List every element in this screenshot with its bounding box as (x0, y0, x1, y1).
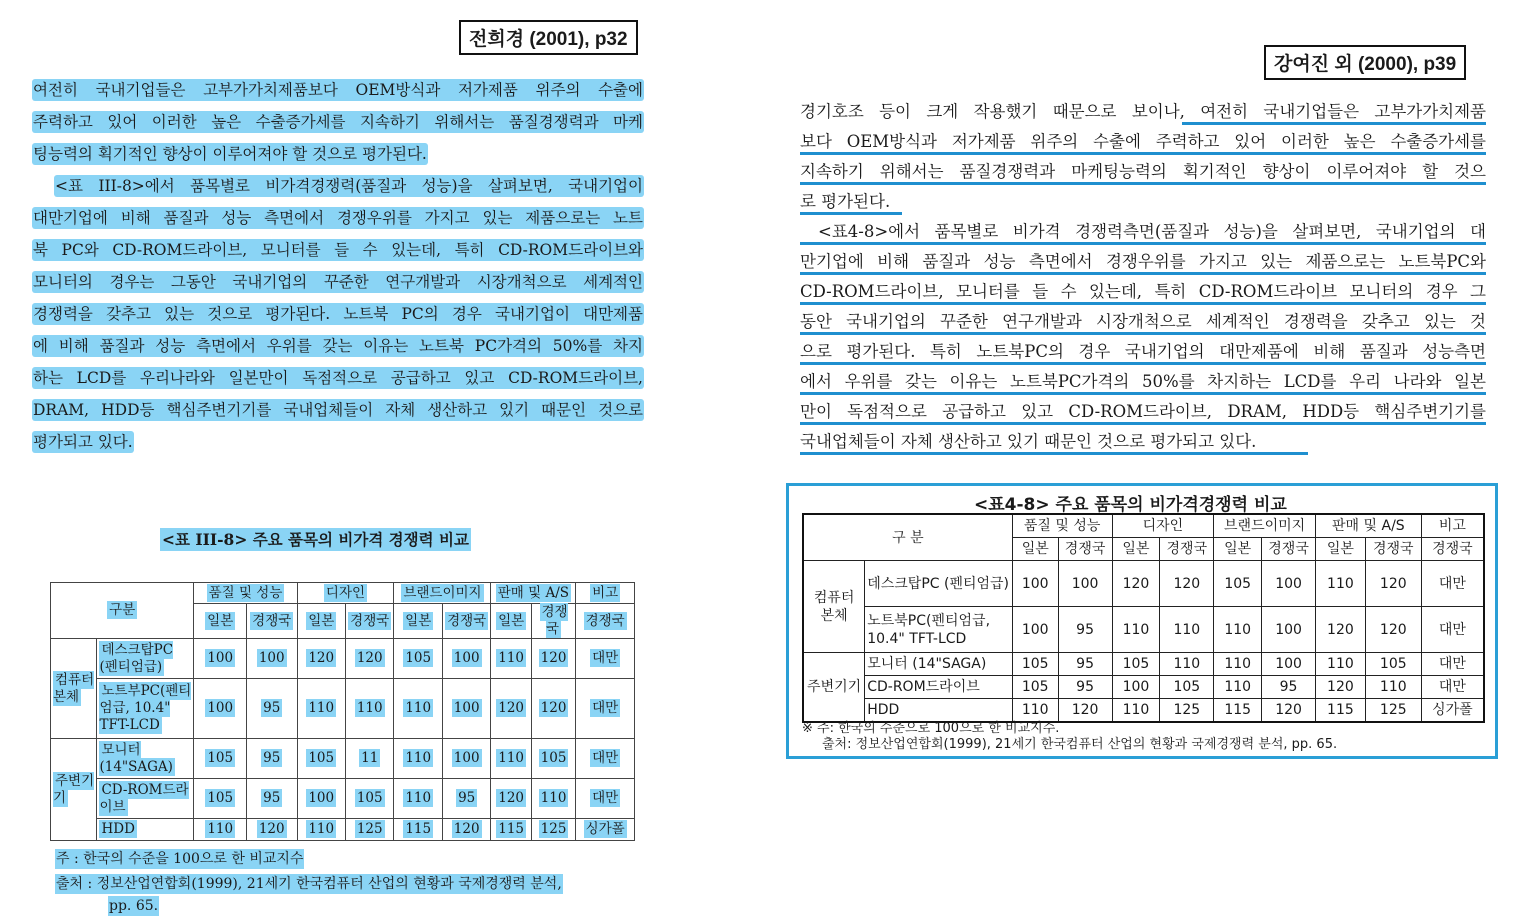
right-line: 경기호조 등이 크게 작용했기 때문으로 보이나, 여전히 국내기업들은 고부가가치제품 (800, 98, 1486, 128)
right-line: 만기업에 비해 품질과 성능 측면에서 경쟁우위를 가지고 있는 제품으로는 노트북PC와 (800, 248, 1486, 278)
underline (800, 302, 1486, 305)
item-cell: 모니터 (14"SAGA) (865, 653, 1013, 676)
header-sub: 경쟁국 (1160, 538, 1214, 561)
right-line: 동안 국내기업의 꾸준한 연구개발과 시장개척으로 세계적인 경쟁력을 갖추고 있는 것 (800, 308, 1486, 338)
header-sub: 일본 (1012, 538, 1058, 561)
item-cell: CD-ROM드라이브 (865, 676, 1013, 699)
right-paragraph (800, 98, 1486, 458)
right-line: 에서 우위를 갖는 이유는 노트북PC가격의 50%를 차지하는 LCD를 우리 나라와 일본 (800, 368, 1486, 398)
header-sub: 경쟁국 (576, 604, 635, 639)
left-line: 주력하고 있어 이러한 높은 수출증가세를 지속하기 위해서는 품질경쟁력과 마케 (33, 113, 643, 131)
left-table-title: <표 III-8> 주요 품목의 비가격 경쟁력 비교 (162, 530, 469, 549)
header-group: 브랜드이미지 (1214, 514, 1316, 538)
item-cell: HDD (865, 699, 1013, 723)
right-comparison-table (802, 513, 1485, 723)
header-group: 판매 및 A/S (1315, 514, 1421, 538)
header-group: 브랜드이미지 (394, 583, 491, 604)
header-group: 품질 및 성능 (194, 583, 297, 604)
item-cell: 데스크탑PC (펜티엄급) (865, 561, 1013, 607)
right-table-source: 출처: 정보산업연합회(1999), 21세기 한국컴퓨터 산업의 현황과 국제경쟁력 분석, pp. 65. (822, 737, 1338, 752)
left-table-note: 주 : 한국의 수준을 100으로 한 비교지수 (56, 851, 304, 867)
right-line: 국내업체들이 자체 생산하고 있기 때문인 것으로 평가되고 있다. (800, 428, 1486, 458)
header-sub: 일본 (297, 604, 345, 639)
left-comparison-table (50, 582, 635, 841)
left-line: 북 PC와 CD-ROM드라이브, 모니터를 들 수 있는데, 특히 CD-ROM드라이브와 (33, 241, 643, 259)
left-line: 대만기업에 비해 품질과 성능 측면에서 경쟁우위를 가지고 있는 제품으로는 노트 (33, 209, 643, 227)
table-row: 노트부PC(펜티엄급, 10.4" TFT-LCD 100 95 110 110 110 100 120 120 대만 (51, 679, 635, 739)
header-group: 판매 및 A/S (491, 583, 576, 604)
table-row: 주변기기 모니터 (14"SAGA) 105 95 105 110 110 100 110 105 대만 (803, 653, 1484, 676)
header-sub: 경쟁국 (246, 604, 297, 639)
right-table-note: ※ 주: 한국의 수준으로 100으로 한 비교지수. (802, 721, 1060, 736)
table-row: 컴퓨터 본체 데스크탑PC (펜티엄급) 100 100 120 120 105 100 110 120 대만 (803, 561, 1484, 607)
underline (800, 332, 1486, 335)
right-line: 만이 독점적으로 공급하고 있고 CD-ROM드라이브, DRAM, HDD등 핵심주변기기를 (800, 398, 1486, 428)
header-sub: 일본 (491, 604, 531, 639)
category-cell: 주변기기 (51, 739, 97, 841)
header-gubun: 구분 (51, 583, 194, 639)
right-line: CD-ROM드라이브, 모니터를 들 수 있는데, 특히 CD-ROM드라이브 모니터의 경우 그 (800, 278, 1486, 308)
item-cell: 모니터(14"SAGA) (97, 739, 194, 779)
right-line: <표4-8>에서 품목별로 비가격 경쟁력측면(품질과 성능)을 살펴보면, 국내기업의 대 (800, 218, 1486, 248)
header-sub: 일본 (194, 604, 247, 639)
underline (800, 212, 902, 215)
category-cell: 컴퓨터 본체 (803, 561, 865, 653)
underline (800, 362, 1486, 365)
header-sub: 경쟁국 (1365, 538, 1421, 561)
header-sub: 일본 (1214, 538, 1262, 561)
right-line: 으로 평가된다. 특히 노트북PC의 경우 국내기업의 대만제품에 비해 품질과 성능측면 (800, 338, 1486, 368)
header-group: 품질 및 성능 (1012, 514, 1112, 538)
item-cell: 노트북PC(펜티엄급, 10.4" TFT-LCD (865, 607, 1013, 653)
underline (800, 452, 1308, 455)
left-line: 하는 LCD를 우리나라와 일본만이 독점적으로 공급하고 있고 CD-ROM드라이브, (33, 369, 643, 387)
header-sub: 일본 (1112, 538, 1160, 561)
left-table-source: 출처 : 정보산업연합회(1999), 21세기 한국컴퓨터 산업의 현황과 국제경쟁력 분석, (56, 876, 562, 892)
left-line: 모니터의 경우는 그동안 국내기업의 꾸준한 연구개발과 시장개척으로 세계적인 (33, 273, 643, 291)
header-group: 비고 (576, 583, 635, 604)
table-row: HDD 110 120 110 125 115 120 115 125 싱가폴 (51, 819, 635, 841)
header-sub: 경쟁국 (442, 604, 490, 639)
category-cell: 주변기기 (803, 653, 865, 723)
table-row: CD-ROM드라이브 105 95 100 105 110 95 120 110 대만 (51, 779, 635, 819)
right-source-label: 강여진 외 (2000), p39 (1264, 45, 1466, 80)
header-sub: 일본 (394, 604, 442, 639)
header-gubun: 구 분 (803, 514, 1012, 561)
left-line: 평가되고 있다. (33, 433, 133, 451)
right-table-title: <표4-8> 주요 품목의 비가격경쟁력 비교 (974, 495, 1287, 515)
header-sub: 경쟁국 (1262, 538, 1316, 561)
left-line: 팅능력의 획기적인 향상이 이루어져야 할 것으로 평가된다. (33, 145, 427, 163)
header-group: 디자인 (297, 583, 394, 604)
underline (800, 422, 1486, 425)
item-cell: 노트부PC(펜티엄급, 10.4" TFT-LCD (97, 679, 194, 739)
header-group: 비고 (1421, 514, 1484, 538)
right-line: 보다 OEM방식과 저가제품 위주의 수출에 주력하고 있어 이러한 높은 수출증가세를 (800, 128, 1486, 158)
table-row: HDD 110 120 110 125 115 120 115 125 싱가폴 (803, 699, 1484, 723)
right-line: 지속하기 위해서는 품질경쟁력과 마케팅능력의 획기적인 향상이 이루어져야 할 것으 (800, 158, 1486, 188)
underline (800, 182, 1486, 185)
left-line: 여전히 국내기업들은 고부가가치제품보다 OEM방식과 저가제품 위주의 수출에 (33, 81, 643, 99)
left-table-source-pages: pp. 65. (109, 898, 159, 914)
header-sub: 일본 (1315, 538, 1365, 561)
left-line: 에 비해 품질과 성능 측면에서 우위를 갖는 이유는 노트북 PC가격의 50%를 차지 (33, 337, 643, 355)
header-sub: 경쟁국 (345, 604, 393, 639)
underline (800, 152, 1486, 155)
table-row: 노트북PC(펜티엄급, 10.4" TFT-LCD 100 95 110 110 110 100 120 120 대만 (803, 607, 1484, 653)
table-row: 컴퓨터 본체 데스크탑PC (펜티엄급) 100 100 120 120 105 100 110 120 대만 (51, 639, 635, 679)
header-sub: 경쟁국 (1058, 538, 1112, 561)
underline (800, 392, 1486, 395)
underline (800, 242, 1486, 245)
category-cell: 컴퓨터 본체 (51, 639, 97, 739)
header-sub: 경쟁국 (1421, 538, 1484, 561)
item-cell: HDD (97, 819, 194, 841)
table-row: 주변기기 모니터(14"SAGA) 105 95 105 11 110 100 110 105 대만 (51, 739, 635, 779)
item-cell: 데스크탑PC (펜티엄급) (97, 639, 194, 679)
item-cell: CD-ROM드라이브 (97, 779, 194, 819)
table-row: CD-ROM드라이브 105 95 100 105 110 95 120 110 대만 (803, 676, 1484, 699)
header-sub: 경쟁국 (531, 604, 575, 639)
left-line: 경쟁력을 갖추고 있는 것으로 평가된다. 노트북 PC의 경우 국내기업이 대만제품 (33, 305, 643, 323)
left-line: <표 III-8>에서 품목별로 비가격경쟁력(품질과 성능)을 살펴보면, 국내기업이 (55, 177, 643, 195)
header-group: 디자인 (1112, 514, 1214, 538)
right-line: 로 평가된다. (800, 188, 1486, 218)
left-paragraph (32, 74, 644, 458)
left-source-label: 전희경 (2001), p32 (459, 20, 638, 55)
underline (1182, 122, 1486, 125)
left-line: DRAM, HDD등 핵심주변기기를 국내업체들이 자체 생산하고 있기 때문인 것으로 (33, 401, 643, 419)
underline (800, 272, 1486, 275)
